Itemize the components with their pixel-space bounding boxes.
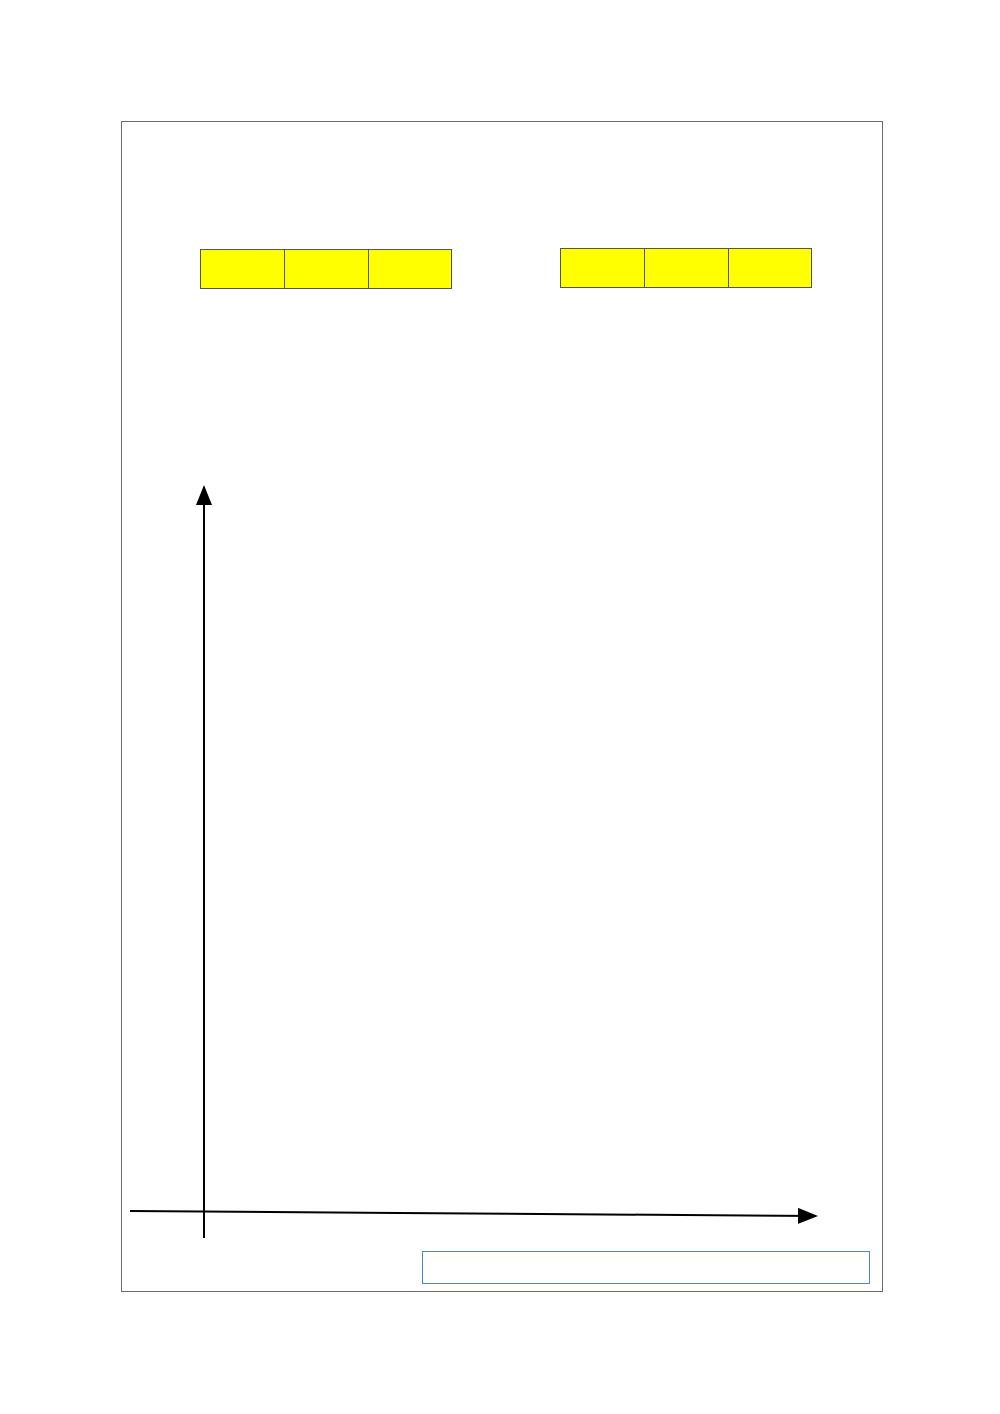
logo-mark-icon — [690, 1375, 716, 1405]
x-axis-arrow — [130, 1211, 816, 1216]
submission-input[interactable] — [422, 1251, 870, 1284]
liveworksheets-logo — [690, 1372, 720, 1408]
